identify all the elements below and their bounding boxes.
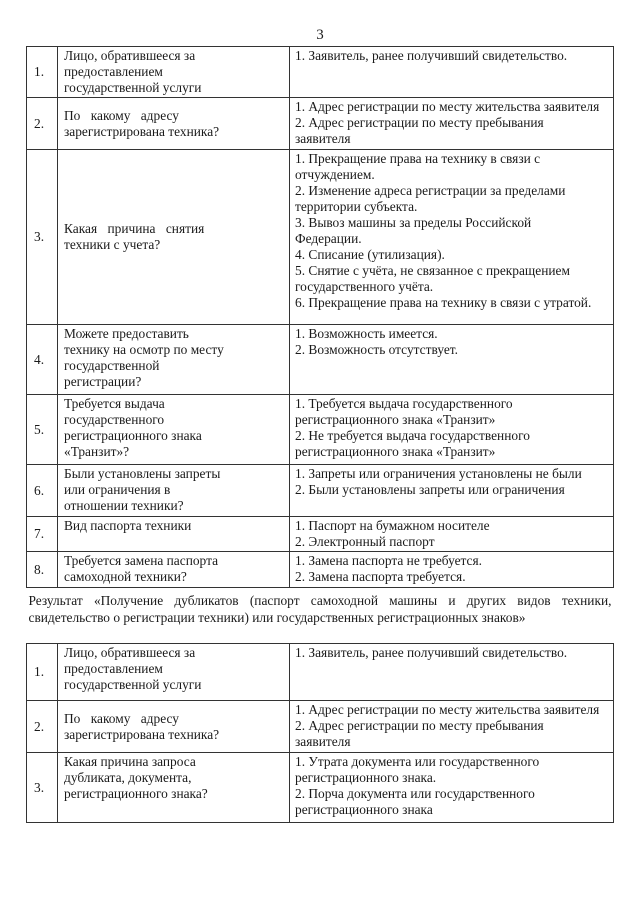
answer-cell <box>290 552 614 588</box>
question-line: или ограничения в <box>64 482 171 497</box>
table-row <box>27 552 614 588</box>
question-line: Были установлены запреты <box>64 466 221 481</box>
question-line: регистрационного знака <box>64 428 202 443</box>
question-line: предоставлением <box>64 661 163 676</box>
answer-cell <box>290 325 614 395</box>
row-number: 6. <box>27 465 58 517</box>
answer-line: 2. Электронный паспорт <box>295 534 435 549</box>
row-number: 2. <box>27 98 58 150</box>
question-line: «Транзит»? <box>64 444 130 459</box>
question-line: государственной <box>64 358 160 373</box>
answer-line: заявителя <box>295 734 351 749</box>
row-number: 1. <box>27 644 58 701</box>
answer-line: 2. Порча документа или государственного <box>295 786 535 801</box>
question-line: самоходной техники? <box>64 569 187 584</box>
question-cell <box>58 98 290 150</box>
answer-line: 2. Адрес регистрации по месту пребывания <box>295 115 544 130</box>
answer-line: территории субъекта. <box>295 199 418 214</box>
table-row <box>27 753 614 823</box>
answer-line: 1. Прекращение права на технику в связи с <box>295 151 541 166</box>
answer-line: 2. Изменение адреса регистрации за пределами <box>295 183 566 198</box>
result-heading: Результат «Получение дубликатов (паспорт самоходной машины и других видов техники, свидетельство о регистрации техники) или государственных регистрационных знаков» <box>27 588 614 644</box>
question-cell <box>58 325 290 395</box>
question-line: предоставлением <box>64 64 163 79</box>
answer-line: 1. Возможность имеется. <box>295 326 438 341</box>
row-number: 2. <box>27 701 58 753</box>
row-number: 3. <box>27 753 58 823</box>
question-line: регистрации? <box>64 374 142 389</box>
question-cell <box>58 465 290 517</box>
question-line: государственного <box>64 412 165 427</box>
row-number: 7. <box>27 517 58 552</box>
answer-cell <box>290 644 614 701</box>
question-cell <box>58 552 290 588</box>
question-text: Лицо, обратившееся за <box>64 645 196 660</box>
answer-line: регистрационного знака «Транзит» <box>295 412 496 427</box>
answer-line: государственного учёта. <box>295 279 434 294</box>
answer-cell <box>290 150 614 325</box>
answer-line: 1. Адрес регистрации по месту жительства заявителя <box>295 99 600 114</box>
row-number: 3. <box>27 150 58 325</box>
question-line: Вид паспорта техники <box>64 518 192 533</box>
question-line: технику на осмотр по месту <box>64 342 224 357</box>
answer-line: заявителя <box>295 131 351 146</box>
answer-cell <box>290 517 614 552</box>
answer-line: 1. Требуется выдача государственного <box>295 396 513 411</box>
answer-line: регистрационного знака. <box>295 770 437 785</box>
answer-line: 5. Снятие с учёта, не связанное с прекращением <box>295 263 570 278</box>
question-line: Требуется замена паспорта <box>64 553 219 568</box>
question-text: Лицо, обратившееся за <box>64 48 196 63</box>
answer-line: 2. Адрес регистрации по месту пребывания <box>295 718 544 733</box>
row-number: 5. <box>27 395 58 465</box>
answer-line: регистрационного знака «Транзит» <box>295 444 496 459</box>
question-cell <box>58 517 290 552</box>
answer-line: 1. Замена паспорта не требуется. <box>295 553 482 568</box>
table-row <box>27 98 614 150</box>
answer-cell <box>290 98 614 150</box>
answer-line: 6. Прекращение права на технику в связи с утратой. <box>295 295 592 310</box>
question-line: По какому адресу <box>64 710 179 726</box>
table-row <box>27 465 614 517</box>
row-number: 8. <box>27 552 58 588</box>
answer-line: Федерации. <box>295 231 362 246</box>
table-row <box>27 47 614 98</box>
answer-cell <box>290 465 614 517</box>
question-cell <box>58 150 290 325</box>
question-line: регистрационного знака? <box>64 786 208 801</box>
result-heading-row <box>27 588 614 644</box>
answer-line: 2. Были установлены запреты или ограничения <box>295 482 565 497</box>
question-cell <box>58 47 290 98</box>
table-row <box>27 644 614 701</box>
answer-line: 4. Списание (утилизация). <box>295 247 445 262</box>
question-line: государственной услуги <box>64 80 202 95</box>
answer-line: 2. Возможность отсутствует. <box>295 342 458 357</box>
question-line: государственной услуги <box>64 677 202 692</box>
question-line: Какая причина запроса <box>64 754 196 769</box>
answer-cell <box>290 753 614 823</box>
table-row <box>27 325 614 395</box>
question-line: По какому адресу <box>64 107 179 123</box>
answer-line: 1. Заявитель, ранее получивший свидетельство. <box>295 48 568 63</box>
answer-line: регистрационного знака <box>295 802 433 817</box>
answer-cell <box>290 47 614 98</box>
table-row <box>27 701 614 753</box>
answer-line: 3. Вывоз машины за пределы Российской <box>295 215 532 230</box>
row-number: 1. <box>27 47 58 98</box>
answer-line: 1. Запреты или ограничения установлены не были <box>295 466 582 481</box>
question-cell <box>58 701 290 753</box>
question-line: зарегистрирована техника? <box>64 726 220 742</box>
answer-cell <box>290 395 614 465</box>
question-line: Можете предоставить <box>64 326 189 341</box>
answer-cell <box>290 701 614 753</box>
table-row <box>27 395 614 465</box>
question-line: Какая причина снятия <box>64 221 205 236</box>
answer-line: 1. Заявитель, ранее получивший свидетельство. <box>295 645 568 660</box>
table-row <box>27 150 614 325</box>
answer-line: отчуждением. <box>295 167 375 182</box>
question-line: техники с учета? <box>64 237 161 252</box>
answer-line: 1. Паспорт на бумажном носителе <box>295 518 490 533</box>
question-line: зарегистрирована техника? <box>64 123 220 139</box>
question-line <box>64 48 285 64</box>
question-line: отношении техники? <box>64 498 184 513</box>
questionnaire-table <box>26 46 613 823</box>
question-line: Требуется выдача <box>64 396 165 411</box>
page-number: 3 <box>316 27 324 43</box>
row-number: 4. <box>27 325 58 395</box>
answer-line: 1. Утрата документа или государственного <box>295 754 540 769</box>
answer-line: 1. Адрес регистрации по месту жительства заявителя <box>295 702 600 717</box>
answer-line: 2. Не требуется выдача государственного <box>295 428 530 443</box>
table-row <box>27 517 614 552</box>
question-line: дубликата, документа, <box>64 770 192 785</box>
question-cell <box>58 644 290 701</box>
question-line <box>64 645 285 661</box>
question-cell <box>58 753 290 823</box>
answer-line: 2. Замена паспорта требуется. <box>295 569 466 584</box>
question-cell <box>58 395 290 465</box>
